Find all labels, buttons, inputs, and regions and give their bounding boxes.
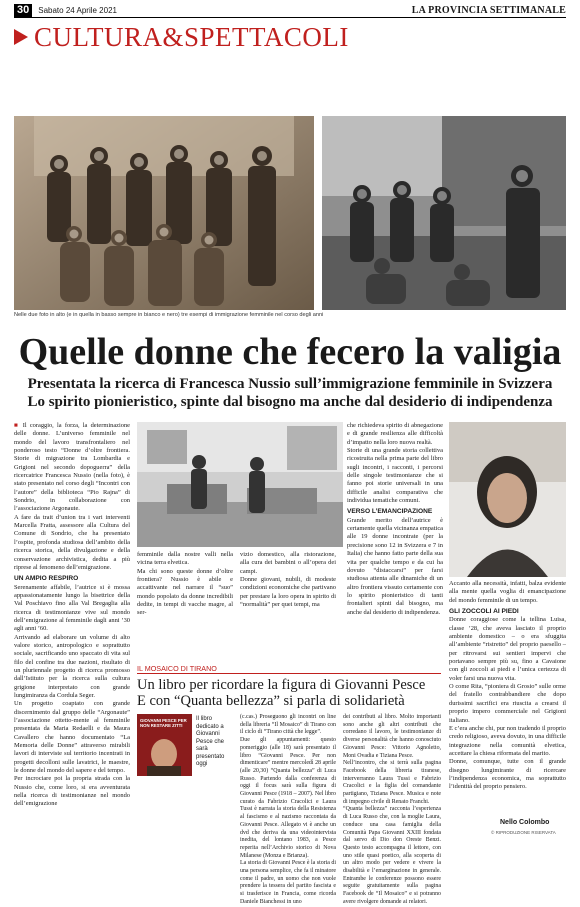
triangle-arrow-icon	[14, 29, 28, 45]
article-subhead-2: Lo spirito pionieristico, spinte dal bisogno ma anche dal desiderio di indipendenza	[27, 394, 553, 410]
paragraph: Storie di una grande storia collettiva ricostruita nella prima parte del libro sugli incontri, i racconti, i percorsi delle singole testimonianze che si fanno poi storie universali in una difficile analisi comparativa che individua tematiche comuni.	[347, 447, 443, 505]
paragraph: Per incrociare poi la propria strada con la Nussio che, come loro, si era avventurata nella ricerca di testimonianze nel mondo dell’emigrazione	[14, 775, 130, 808]
author-signature: Nello Colombo	[500, 819, 550, 826]
paragraph: Il coraggio, la forza, la determinazione delle donne. L’universo femminile nel mondo del lavoro transfrontaliero nel ponderoso testo “Donne d’oltre frontiera. Storie di migrazione tra Lombardia e Grigioni nel secondo dopoguerra” della ricercatrice Francesca Nussio (nella foto), è stato presentato nel corso degli “Incontri con l’autore” della biblioteca “Pio Rajna” di Sondrio, in collaborazione con l’associazione Argonaute.	[14, 422, 130, 513]
masthead: LA PROVINCIA SETTIMANALE	[411, 5, 566, 16]
historic-photo-restaurant	[137, 422, 343, 547]
paragraph: E c’era anche chi, pur non tradendo il proprio credo religioso, aveva dovuto, in una difficile integrazione nella comunità elvetica, accettare la chiesa riformata del marito.	[449, 724, 566, 757]
paragraph: Un progetto coaptato con grande discernimento dal gruppo delle “Argonaute” l’associazione ottetto-mente al femminile presentata da Maria Redaelli e da Maura Cavallero che hanno documentato “La Memoria delle Donne” attraverso mirabili lavori di interviste sul territorio incentrati in progetti decolloni sulle lavatrici, le maestre, le donne del mondo del sapere e del tempo.	[14, 700, 130, 775]
issue-date: Sabato 24 Aprile 2021	[38, 6, 117, 15]
article-subhead-1: Presentata la ricerca di Francesca Nussio sull’immigrazione femminile in Svizzera	[27, 376, 553, 392]
article-column-2	[137, 551, 233, 659]
paragraph: Grande merito dell’autrice è certamente quella vicinanza empatica alle 19 donne incontrate (per la precisione sono 12 in Svizzera e 7 in Italia) che hanno fatto parte della sua vita per qualche tempo e da cui ha dovuto “distaccarsi” per farsi studiosa attenta alle dinamiche di un altro frontiera vissuto certamente con lo spirito pionieristico di tanti frontalieri spinti dal bisogno, ma anche dal desiderio di indipendenza.	[347, 516, 443, 616]
paragraph: femminile dalla nostre valli nella vicina terra elvetica.	[137, 551, 233, 567]
paragraph: Ma chi sono queste donne d’oltre frontiera? Nussio è abile e accattivante nel narrare il “suo” mondo popolato da donne incredibili dedite, in tempi di vacche magre, al ser-	[137, 567, 233, 617]
paragraph: A fare da trait d’union tra i vari interventi Marcella Fratta, assessore alla Cultura del Comune di Sondrio, che ha presentato l’ospite, profonda studiosa dell’ambito della ricerca storica, della divulgazione e della conservazione archivistica, dedita a più riprese al fenomeno dell’emigrazione.	[14, 513, 130, 571]
book-cover-title: GIOVANNI PESCE PER NON RESTARE ZITTI	[140, 718, 187, 729]
bullet-square-icon: ■	[14, 422, 23, 429]
book-cover	[137, 714, 192, 776]
paragraph: Arrivando ad elaborare un volume di alto valore storico, antropologico e soprattutto sociale, sacrificando uno spaccato di vita sul filo del confine tra due nazioni, risultato di un pluriennale progetto di ricerca promosso dall’Istituto per la ricerca sulla cultura grigione interpretato con grande lungimiranza da Cordula Seger.	[14, 633, 130, 699]
section-title: CULTURA&SPETTACOLI	[34, 21, 349, 52]
article-column-5	[449, 580, 566, 816]
paragraph: che richiedeva spirito di abnegazione e di grande resilienza alle difficoltà d’impatto nella loro nuova realtà.	[347, 422, 443, 446]
paragraph: Due gli appuntamenti: questo pomeriggio (alle 18) sarà presentato il libro “Giovanni Pesce. Per non dimenticare” mentre mercoledì 28 aprile (alle 20,30) “Quanta bellezza” di Luca Russo. Partendo dalla conferenza di oggi il focus sarà sulla figura di Giovanni Pesce (1918 – 2007). Nel libro curato da Fabrizio Cracolici e Laura Tussi è narrata la storia della Resistenza al fascismo e al nazismo raccontata da Giovanni Pesce. Allegato vi è anche un dvd che deriva da una videointervista inedita, del lontano 1983, a Pesce reperita nell’Archivio storico di Nova Milanese (Monza e Brianza).	[240, 737, 336, 859]
box-title-line-2: E con “Quanta bellezza” si parla di solidarietà	[137, 693, 405, 709]
article-column-4	[347, 422, 443, 660]
author-portrait-photo	[449, 422, 566, 577]
paragraph: Donne giovani, nubili, di modeste condizioni economiche che partivano per prestare la loro opera in spirito di “normalità” per quei tempi, ma	[240, 576, 336, 609]
page-number: 30	[14, 4, 32, 17]
page-header	[14, 4, 566, 18]
box-section-label: IL MOSAICO DI TIRANO	[137, 664, 217, 673]
paragraph: La storia di Giovanni Pesce è la storia di una persona semplice, che fa il minatore come il padre, un uomo che non vuole prendere la tessera del partito fascista e si trasferisce in Francia, come ricorda Daniele Bianchessi in uno	[240, 860, 336, 905]
historic-photo-group	[14, 116, 314, 310]
paragraph: Nell’incontro, che si terrà sulla pagina Facebook della libreria tiranese, interverranno Laura Tussi e Fabrizio Cracolici e la figlia del comandante partigiano, Tiziana Pesce. Musica e note di impegno civile di Renato Franchi.	[343, 760, 441, 805]
section-heading	[14, 21, 349, 52]
article-column-1	[14, 422, 130, 837]
paragraph: dei contributi al libro. Molto importanti sono anche gli altri contributi che corredano il lavoro, le testimonianze di diverse personalità che hanno conosciuto Giovanni Pesce: Vittorio Agnoletto, Moni Ovadia e Tiziana Pesce.	[343, 714, 441, 759]
box-column-a	[240, 714, 336, 905]
historic-photo-workers	[322, 116, 566, 310]
subheading-ampio-respiro: UN AMPIO RESPIRO	[14, 575, 79, 583]
article-headline: Quelle donne che fecero la valigia	[18, 331, 562, 373]
paragraph: Accanto alla necessità, infatti, balza evidente alla mente quella voglia di emancipazione del mondo femminile di un tempo.	[449, 580, 566, 604]
subheading-zoccoli: GLI ZOCCOLI AI PIEDI	[449, 608, 519, 616]
paragraph: “Quanta bellezza” racconta l’esperienza di Luca Russo che, con la moglie Laura, conduce una casa famiglia della Comunità Papa Giovanni XXIII fondata dal servo di Dio don Oreste Benzi. Questo testo accompagna il lettore, con uno stile quasi poetico, alla scoperta di un altro modo per vedere e vivere la disabilità e l’emarginazione in generale. Entrambe le conferenze possono essere seguite gratuitamente sulla pagina Facebook de “Il Mosaico” e si potranno avere rivolgere domande ai relatori.	[343, 806, 441, 905]
article-column-3	[240, 551, 336, 659]
subheading-emancipazione: VERSO L’EMANCIPAZIONE	[347, 508, 433, 516]
box-column-b	[343, 714, 441, 905]
box-title-line-1: Un libro per ricordare la figura di Giovanni Pesce	[137, 677, 426, 693]
paragraph: Donne coraggiose come la tellina Luisa, classe ’28, che aveva lasciato il proprio ambiente domestico – o era sfuggita all’ambiente “ristretto” del proprio paesello – per ritrovarsi sui sentieri impervi che portavano sempre più su, fino a Cavaione con gli zoccoli ai piedi e l’unica certezza di voler farsi una nuova vita.	[449, 616, 566, 682]
box-divider	[137, 673, 441, 674]
paragraph: Donne, comunque, tutte con il grande disegno lungimirante di ricercare l’indipendenza economica, ma soprattutto l’identità del proprio pensiero.	[449, 758, 566, 791]
copyright-note: © RIPRODUZIONE RISERVATA	[491, 830, 556, 835]
top-photo-caption: Nelle due foto in alto (e in quella in basso sempre in bianco e nero) tre esempi di immigrazione femminile nel corso degli anni	[14, 312, 324, 318]
box-title	[137, 677, 441, 709]
paragraph: Serenamente affabile, l’autrice si è mossa appassionatamente lungo la bisettrice della Val Poschiavo fino alla Val Bregaglia alla ricerca di testimonianze vive sul mondo dell’emigrazione al femminile dagli anni ’30 agli anni ’60.	[14, 583, 130, 633]
paragraph: O come Rita, “pioniera di Grosio” sulle orme del fratello contrabbandiere che dopo durissimi sacrifici era riuscita a crearsi il proprio impero commerciale nel Grigioni italiano.	[449, 683, 566, 724]
paragraph: vizio domestico, alla ristorazione, alla cura dei bambini o all’opera dei campi.	[240, 551, 336, 575]
paragraph: (c.cas.) Proseguono gli incontri on line della libreria “Il Mosaico” di Tirano con il ciclo di “Tirano città che legge”.	[240, 714, 336, 736]
book-caption: Il libro dedicato a Giovanni Pesce che sarà presentato oggi	[196, 716, 225, 767]
